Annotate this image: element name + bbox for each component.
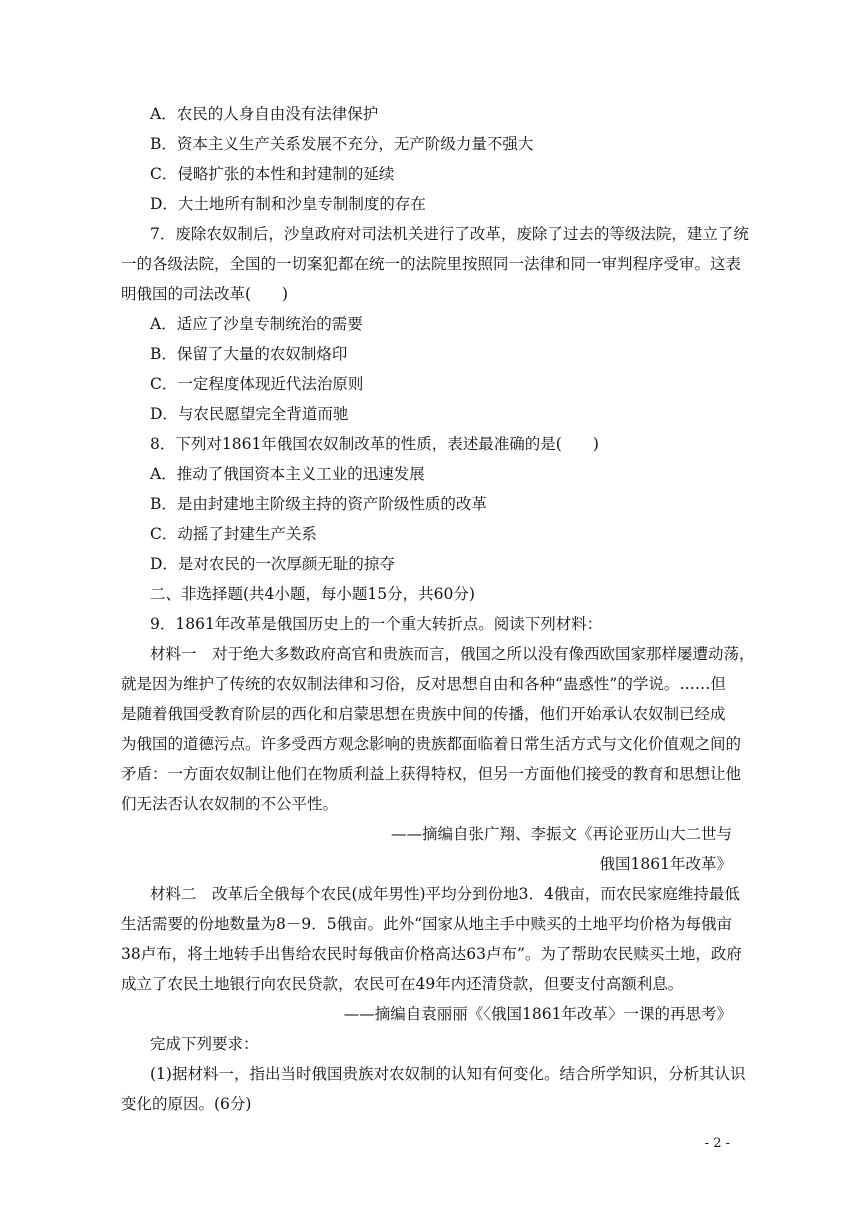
material1-line: 材料一 对于绝大多数政府高官和贵族而言，俄国之所以没有像西欧国家那样屡遭动荡， [150, 645, 755, 663]
q8-option-a: A．推动了俄国资本主义工业的迅速发展 [150, 465, 425, 483]
sub-question-1: 变化的原因。(6分) [121, 1095, 252, 1113]
sub-question-1: (1)据材料一，指出当时俄国贵族对农奴制的认知有何变化。结合所学知识，分析其认识 [150, 1065, 746, 1083]
q7-option-a: A．适应了沙皇专制统治的需要 [150, 315, 363, 333]
material1-line: 为俄国的道德污点。许多受西方观念影响的贵族都面临着日常生活方式与文化价值观之间的 [121, 735, 742, 753]
material1-source: 俄国1861年改革》 [599, 855, 732, 873]
q7-option-c: C．一定程度体现近代法治原则 [150, 375, 364, 393]
q7-option-b: B．保留了大量的农奴制烙印 [150, 345, 348, 363]
section-heading: 二、非选择题(共4小题，每小题15分，共60分) [150, 585, 475, 603]
material2-line: 38卢布，将土地转手出售给农民时每俄亩价格高达63卢布”。为了帮助农民赎买土地，政府 [121, 945, 742, 963]
q8-stem: 8．下列对1861年俄国农奴制改革的性质，表述最准确的是( ) [150, 435, 599, 453]
q7-stem-line: 明俄国的司法改革( ) [121, 285, 289, 303]
material2-line: 成立了农民土地银行向农民贷款，农民可在49年内还清贷款，但要支付高额利息。 [121, 975, 684, 993]
material2-line: 材料二 改革后全俄每个农民(成年男性)平均分到份地3．4俄亩，而农民家庭维持最低 [150, 885, 740, 903]
material1-source: ——摘编自张广翔、李振文《再论亚历山大二世与 [390, 825, 732, 843]
q8-option-c: C．动摇了封建生产关系 [150, 525, 317, 543]
material1-line: 就是因为维护了传统的农奴制法律和习俗，反对思想自由和各种“蛊惑性”的学说。……但 [121, 675, 726, 693]
requirements-heading: 完成下列要求： [150, 1035, 259, 1053]
q8-option-d: D．是对农民的一次厚颜无耻的掠夺 [150, 555, 395, 573]
q7-stem-line: 7．废除农奴制后，沙皇政府对司法机关进行了改革，废除了过去的等级法院，建立了统 [150, 225, 749, 243]
page-number: - 2 - [704, 1136, 730, 1151]
q6-option-b: B．资本主义生产关系发展不充分，无产阶级力量不强大 [150, 135, 534, 153]
q6-option-d: D．大土地所有制和沙皇专制制度的存在 [150, 195, 426, 213]
q6-option-c: C．侵略扩张的本性和封建制的延续 [150, 165, 395, 183]
material2-source: ——摘编自袁丽丽《〈俄国1861年改革〉一课的再思考》 [343, 1005, 732, 1023]
q6-option-a: A．农民的人身自由没有法律保护 [150, 105, 379, 123]
material1-line: 是随着俄国受教育阶层的西化和启蒙思想在贵族中间的传播，他们开始承认农奴制已经成 [121, 705, 726, 723]
q7-stem-line: 一的各级法院，全国的一切案犯都在统一的法院里按照同一法律和同一审判程序受审。这表 [121, 255, 742, 273]
material1-line: 矛盾：一方面农奴制让他们在物质利益上获得特权，但另一方面他们接受的教育和思想让他 [121, 765, 742, 783]
q9-stem: 9．1861年改革是俄国历史上的一个重大转折点。阅读下列材料： [150, 615, 603, 633]
material2-line: 生活需要的份地数量为8－9．5俄亩。此外“国家从地主手中赎买的土地平均价格为每俄亩 [121, 915, 733, 933]
q8-option-b: B．是由封建地主阶级主持的资产阶级性质的改革 [150, 495, 487, 513]
material1-line: 们无法否认农奴制的不公平性。 [121, 795, 339, 813]
q7-option-d: D．与农民愿望完全背道而驰 [150, 405, 349, 423]
